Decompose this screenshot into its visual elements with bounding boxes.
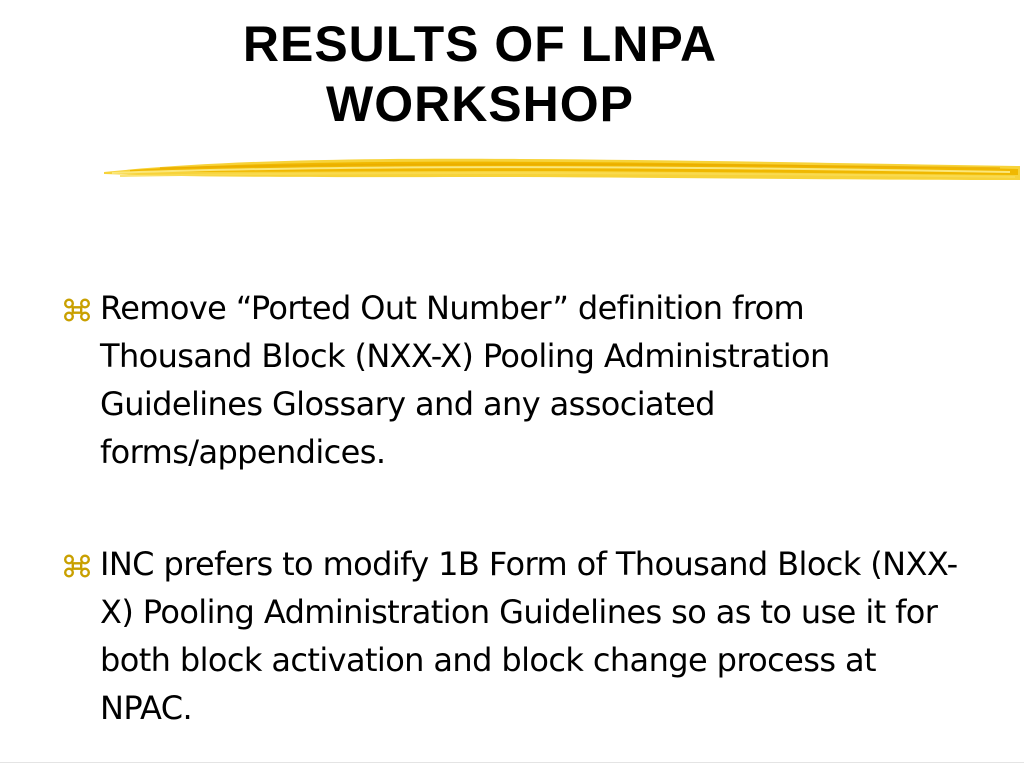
- bullet-item: [62, 284, 962, 476]
- bullet-item: [62, 540, 962, 732]
- command-key-icon: [62, 554, 92, 578]
- slide-title: [140, 14, 820, 134]
- bullet-list: [62, 284, 962, 732]
- slide-title-line-1: RESULTS OF LNPA: [242, 16, 718, 72]
- bullet-text: INC prefers to modify 1B Form of Thousand Block (NXX-X) Pooling Administration Guidelines so as to use it for both block activation and block change process at NPAC.: [100, 545, 958, 727]
- bullet-text: Remove “Ported Out Number” definition from Thousand Block (NXX-X) Pooling Administration Guidelines Glossary and any associated forms/appendices.: [100, 289, 830, 471]
- bottom-divider: [0, 762, 1024, 763]
- command-key-icon: [62, 298, 92, 322]
- title-brush-underline: [100, 150, 1024, 190]
- slide-title-line-2: WORKSHOP: [326, 76, 634, 132]
